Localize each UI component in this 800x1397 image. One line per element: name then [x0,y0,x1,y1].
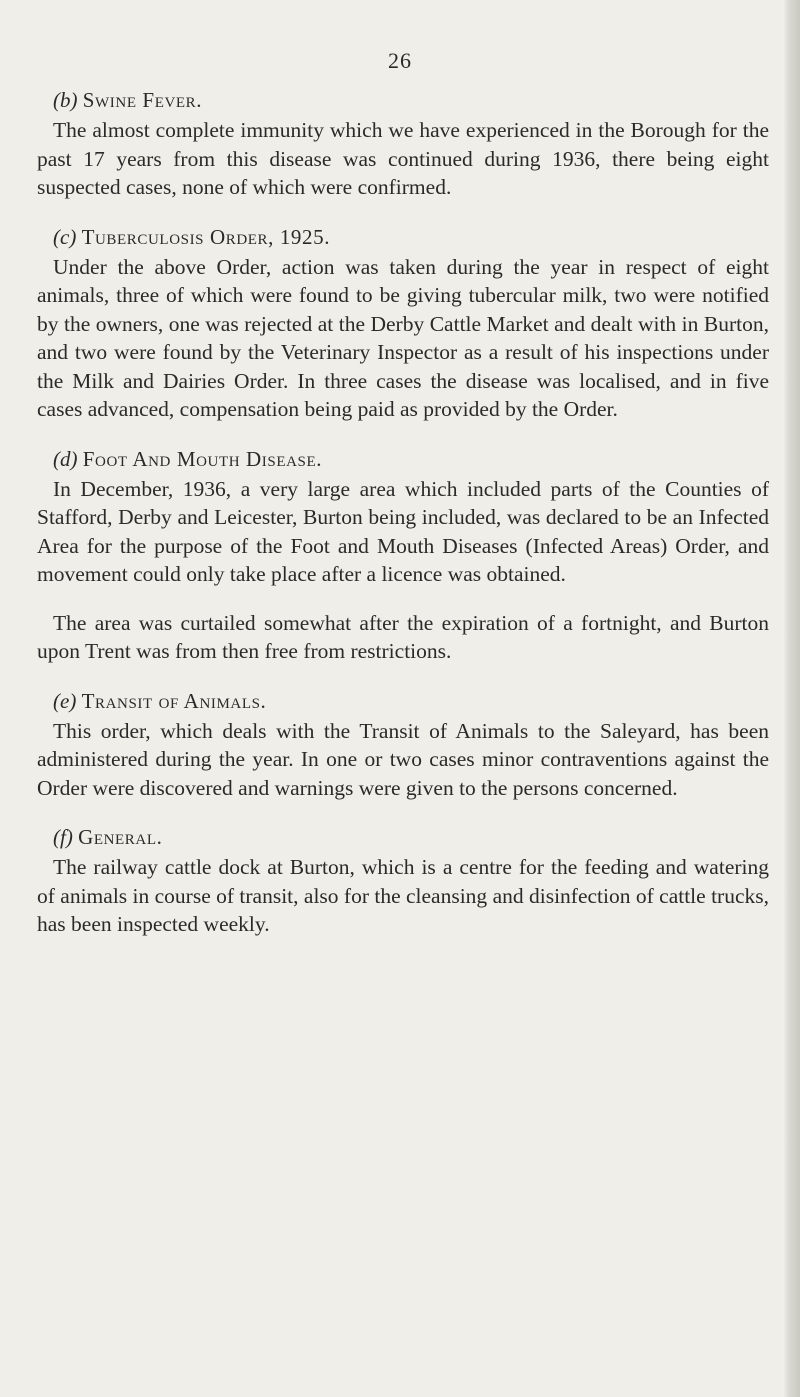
section-letter: (f) [53,825,73,849]
section-title: General. [78,825,163,849]
paragraph: In December, 1936, a very large area which included parts of the Counties of Stafford, Derby and Leicester, Burton being included, was declared to be an Infected Area for the purpose of the Foot and Mouth Diseases (Infected Areas) Order, and movement could only take place after a licence was obtained. [37,476,769,586]
section-swine-fever [37,84,769,202]
paragraph: The railway cattle dock at Burton, which is a centre for the feeding and watering of animals in course of transit, also for the cleansing and disinfection of cattle trucks, has been inspected weekly. [37,855,769,936]
document-body [37,84,769,958]
section-heading [53,685,769,717]
paragraph: The almost complete immunity which we have experienced in the Borough for the past 17 years from this disease was continued during 1936, there being eight suspected cases, none of which were confirmed. [37,118,769,199]
paragraph: The area was curtailed somewhat after the expiration of a fortnight, and Burton upon Trent was from then free from restrictions. [37,610,769,663]
section-tuberculosis-order [37,221,769,424]
section-heading [53,821,769,853]
section-general [37,821,769,939]
section-title: Tuberculosis Order, 1925. [81,224,331,249]
section-letter: (d) [53,446,78,471]
section-title: Foot And Mouth Disease. [82,446,323,471]
section-title: Transit of Animals. [81,688,267,713]
page-edge [782,0,800,1397]
page-number: 26 [388,48,412,73]
paragraph: This order, which deals with the Transit of Animals to the Saleyard, has been administered during the year. In one or two cases minor contraventions against the Order were discovered and warnings were given to the persons concerned. [37,718,769,800]
section-heading [53,221,769,253]
section-title: Swine Fever. [82,88,203,112]
section-heading [53,84,769,116]
section-transit-of-animals [37,685,769,803]
section-letter: (c) [53,224,77,249]
section-foot-and-mouth [37,443,769,666]
section-letter: (b) [53,88,78,112]
section-letter: (e) [53,688,77,713]
paragraph: Under the above Order, action was taken during the year in respect of eight animals, three of which were found to be giving tubercular milk, two were notified by the owners, one was rejected at the Derby Cattle Market and dealt with in Burton, and two were found by the Veterinary Inspector as a result of his inspections under the Milk and Dairies Order. In three cases the disease was localised, and in five cases advanced, compensation being paid as provided by the Order. [37,254,769,421]
section-heading [53,443,769,475]
